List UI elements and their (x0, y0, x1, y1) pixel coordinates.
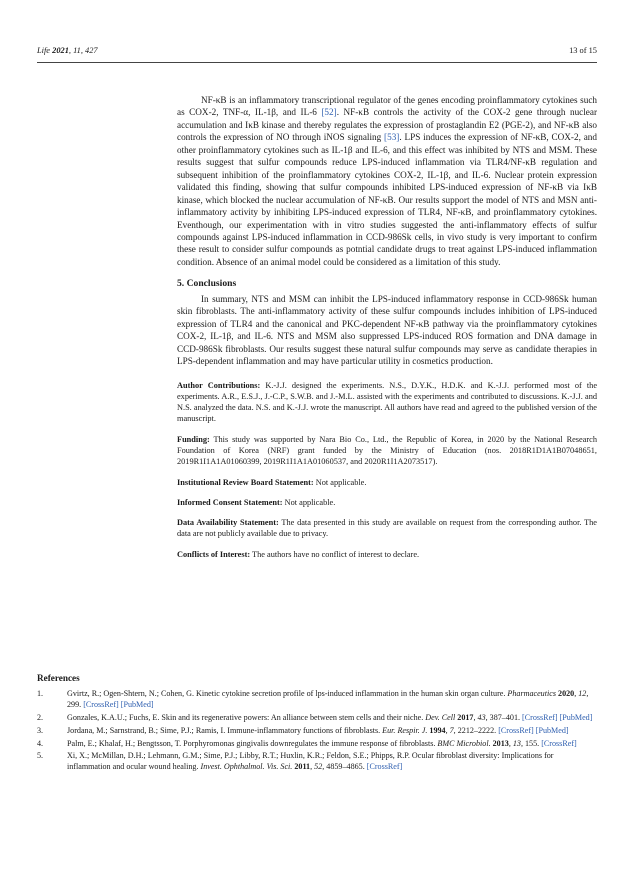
data-availability-statement: Data Availability Statement: The data presented in this study are available on request from the corresponding author. The data are not publicly available due to privacy. (177, 518, 597, 539)
references-section (37, 673, 597, 774)
author-contributions-statement: Author Contributions: K.-J.J. designed the experiments. N.S., D.Y.K., H.D.K. and K.-J.J. performed most of the experiments. A.R., E.S.J., J.-C.P., S.W.B. and J.-M.L. assisted with the experiments and contributed to discussions. K.-J.J. and N.S. analyzed the data. N.S. and K.-J.J. wrote the manuscript. All authors have read and agreed to the published version of the manuscript. (177, 380, 598, 424)
reference-number: 1. (37, 689, 44, 699)
reference-number: 2. (37, 713, 44, 723)
informed-consent-statement: Informed Consent Statement: Not applicable. (177, 497, 336, 507)
reference-item: 2. Gonzales, K.A.U.; Fuchs, E. Skin and its regenerative powers: An alliance between stem cells and their niche. Dev. Cell 2017, 43, 387–401. [CrossRef] [PubMed] (37, 713, 593, 723)
page-header (37, 44, 597, 60)
reference-number: 5. (37, 751, 44, 761)
discussion-paragraph: NF-κB is an inflammatory transcriptional regulator of the genes encoding proinflammatory cytokines such as COX-2, TNF-α, IL-1β, and IL-6 [52]. NF-κB controls the activity of the COX-2 gene through nuclear accumulation and IκB kinase and thereby regulates the expression of prostaglandin E2 (PGE-2), and NF-κB also controls the expression of NO through iNOS signaling [53]. LPS induces the expression of NF-κB, COX-2, and other proinflammatory cytokines such as IL-1β and IL-6, and this effect was inhibited by NTS and MSM. These results suggest that sulfur compounds reduce LPS-induced inflammation via TLR4/NF-κB regulation and subsequent inhibition of the proinflammatory cytokines COX-2, IL-1β, and IL-6. Nuclear protein expression validated this finding, showing that sulfur compounds inhibited LPS-induced expression of NF-κB via IκB kinase, which blocked the nuclear accumulation of NF-κB. Our results support the model of NTS and MSN anti-inflammatory activity by inhibiting LPS-induced expression of TLR4, NF-κB, and proinflammatory cytokines. Eventhough, our experimentation with in vitro studies suggested the anti-inflammatory effects of sulfur compounds against LPS-induced inflammation in CCD-986Sk cells, in vivo study is very important to confirm these result to consider sulfur compounds as potntial candidate drugs to treat against LPS-induced inflammation condition. Absence of an animal model could be considered as a limitation of this study. (177, 95, 598, 267)
citation-link-52[interactable]: [52] (321, 107, 337, 118)
crossref-link[interactable]: [CrossRef] (522, 713, 558, 723)
journal-citation: Life 2021, 11, 427 (37, 46, 98, 55)
reference-number: 4. (37, 738, 44, 748)
reference-item: 1. Gvirtz, R.; Ogen-Shtern, N.; Cohen, G. Kinetic cytokine secretion profile of lps-induced inflammation in the human skin organ culture. Pharmaceutics 2020, 12, 299. [CrossRef] [PubMed] (37, 689, 589, 710)
crossref-link[interactable]: [CrossRef] (541, 738, 577, 748)
page-number: 13 of 15 (569, 46, 597, 55)
funding-statement: Funding: This study was supported by Nara Bio Co., Ltd., the Republic of Korea, in 2020 by the National Research Foundation of Korea (NRF) grant funded by the Ministry of Education (nos. 2018R1D1A1B07048651, 2019R1I1A1A01060399, 2019R1I1A1A01060537, and 2020R1I1A2073517). (177, 434, 597, 467)
irb-statement: Institutional Review Board Statement: Not applicable. (177, 477, 367, 487)
reference-number: 3. (37, 725, 44, 735)
crossref-link[interactable]: [CrossRef] (83, 700, 119, 710)
conclusions-paragraph: In summary, NTS and MSM can inhibit the LPS-induced inflammatory response in CCD-986Sk human skin fibroblasts. The anti-inflammatory activity of these sulfur compounds includes inhibition of LPS-induced expression of TLR4 and the canonical and PKC-dependent NF-κB pathway via the proinflammatory cytokines COX-2, IL-1β, and IL-6. NTS and MSM also suppressed LPS-induced ROS formation and DNA damage in CCD-986Sk fibroblasts. Our results suggest these natural sulfur compounds may serve as candidate therapies in LPS-dependent inflammation and may have particular utility in cosmetics production. (177, 293, 597, 367)
section-heading-conclusions: 5. Conclusions (177, 278, 237, 290)
main-body (177, 94, 597, 569)
conflicts-of-interest-statement: Conflicts of Interest: The authors have no conflict of interest to declare. (177, 549, 420, 559)
citation-link-53[interactable]: [53] (384, 132, 400, 143)
header-divider (37, 62, 597, 63)
crossref-link[interactable]: [CrossRef] (366, 762, 403, 772)
pubmed-link[interactable]: [PubMed] (120, 700, 154, 710)
pubmed-link[interactable]: [PubMed] (535, 725, 569, 735)
pubmed-link[interactable]: [PubMed] (559, 713, 593, 723)
crossref-link[interactable]: [CrossRef] (498, 725, 534, 735)
reference-item: 4. Palm, E.; Khalaf, H.; Bengtsson, T. Porphyromonas gingivalis downregulates the immune response of fibroblasts. BMC Microbiol. 2013, 13, 155. [CrossRef] (37, 738, 577, 748)
back-matter-statements (177, 380, 597, 561)
reference-item: 5. Xi, X.; McMillan, D.H.; Lehmann, G.M.; Sime, P.J.; Libby, R.T.; Huxlin, K.R.; Feldon, S.E.; Phipps, R.P. Ocular fibroblast diversity: Implications for inflammation and ocular wound healing. Invest. Ophthalmol. Vis. Sci. 2011, 52, 4859–4865. [CrossRef] (37, 751, 554, 772)
references-heading: References (37, 673, 80, 683)
reference-item: 3. Jordana, M.; Sarnstrand, B.; Sime, P.J.; Ramis, I. Immune-inflammatory functions of fibroblasts. Eur. Respir. J. 1994, 7, 2212–2222. [CrossRef] [PubMed] (37, 725, 569, 735)
